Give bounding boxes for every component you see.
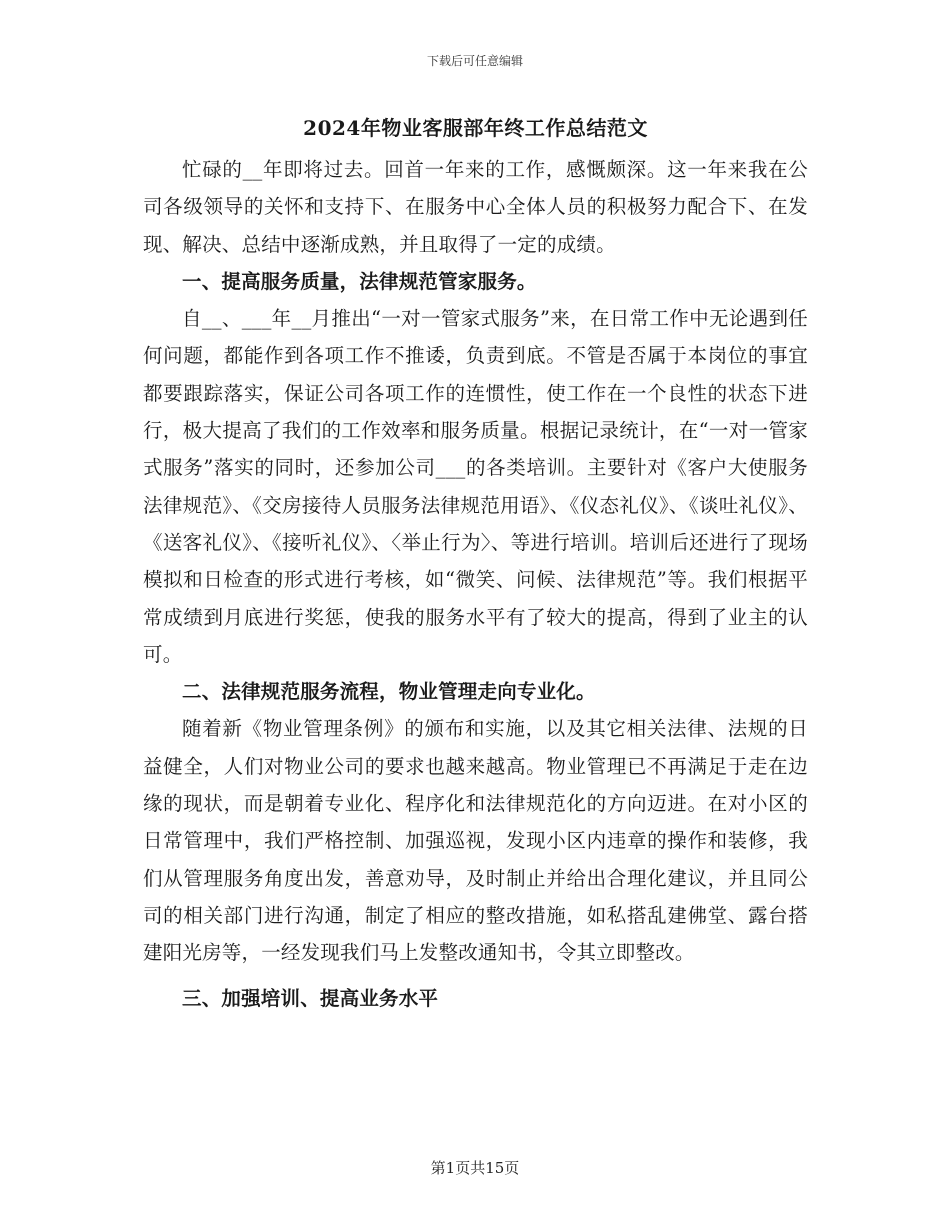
document-title: 2024年物业客服部年终工作总结范文 [303,116,648,140]
section-1-body: 自__、___年__月推出“一对一管家式服务”来，在日常工作中无论遇到任何问题，都能作到各项工作不推诿，负责到底。不管是否属于本岗位的事宜都要跟踪落实，保证公司各项工作的连惯性，使工作在一个良性的状态下进行，极大提高了我们的工作效率和服务质量。根据记录统计，在“一对一管家式服务”落实的同时，还参加公司___的各类培训。主要针对《客户大使服务法律规范》、《交房接待人员服务法律规范用语》、《仪态礼仪》、《谈吐礼仪》、《送客礼仪》、《接听礼仪》、〈举止行为〉、等进行培训。培训后还进行了现场模拟和日检查的形式进行考核，如“微笑、问候、法律规范”等。我们根据平常成绩到月底进行奖惩，使我的服务水平有了较大的提高，得到了业主的认可。 [143,307,808,666]
intro-paragraph: 忙碌的__年即将过去。回首一年来的工作，感慨颇深。这一年来我在公司各级领导的关怀和支持下、在服务中心全体人员的积极努力配合下、在发现、解决、总结中逐渐成熟，并且取得了一定的成绩。 [143,158,808,256]
document-page [143,113,808,1017]
section-2-body: 随着新《物业管理条例》的颁布和实施，以及其它相关法律、法规的日益健全，人们对物业公司的要求也越来越高。物业管理已不再满足于走在边缘的现状，而是朝着专业化、程序化和法律规范化的方向迈进。在对小区的日常管理中，我们严格控制、加强巡视，发现小区内违章的操作和装修，我们从管理服务角度出发，善意劝导，及时制止并给出合理化建议，并且同公司的相关部门进行沟通，制定了相应的整改措施，如私搭乱建佛堂、露台搭建阳光房等，一经发现我们马上发整改通知书，令其立即整改。 [143,717,808,965]
section-1-heading: 一、提高服务质量，法律规范管家服务。 [182,269,537,293]
download-note: 下载后可任意编辑 [426,54,523,68]
section-3-heading: 三、加强培训、提高业务水平 [182,986,439,1010]
section-2-heading: 二、法律规范服务流程，物业管理走向专业化。 [182,680,596,704]
page-number: 第1页共15页 [430,1159,520,1177]
